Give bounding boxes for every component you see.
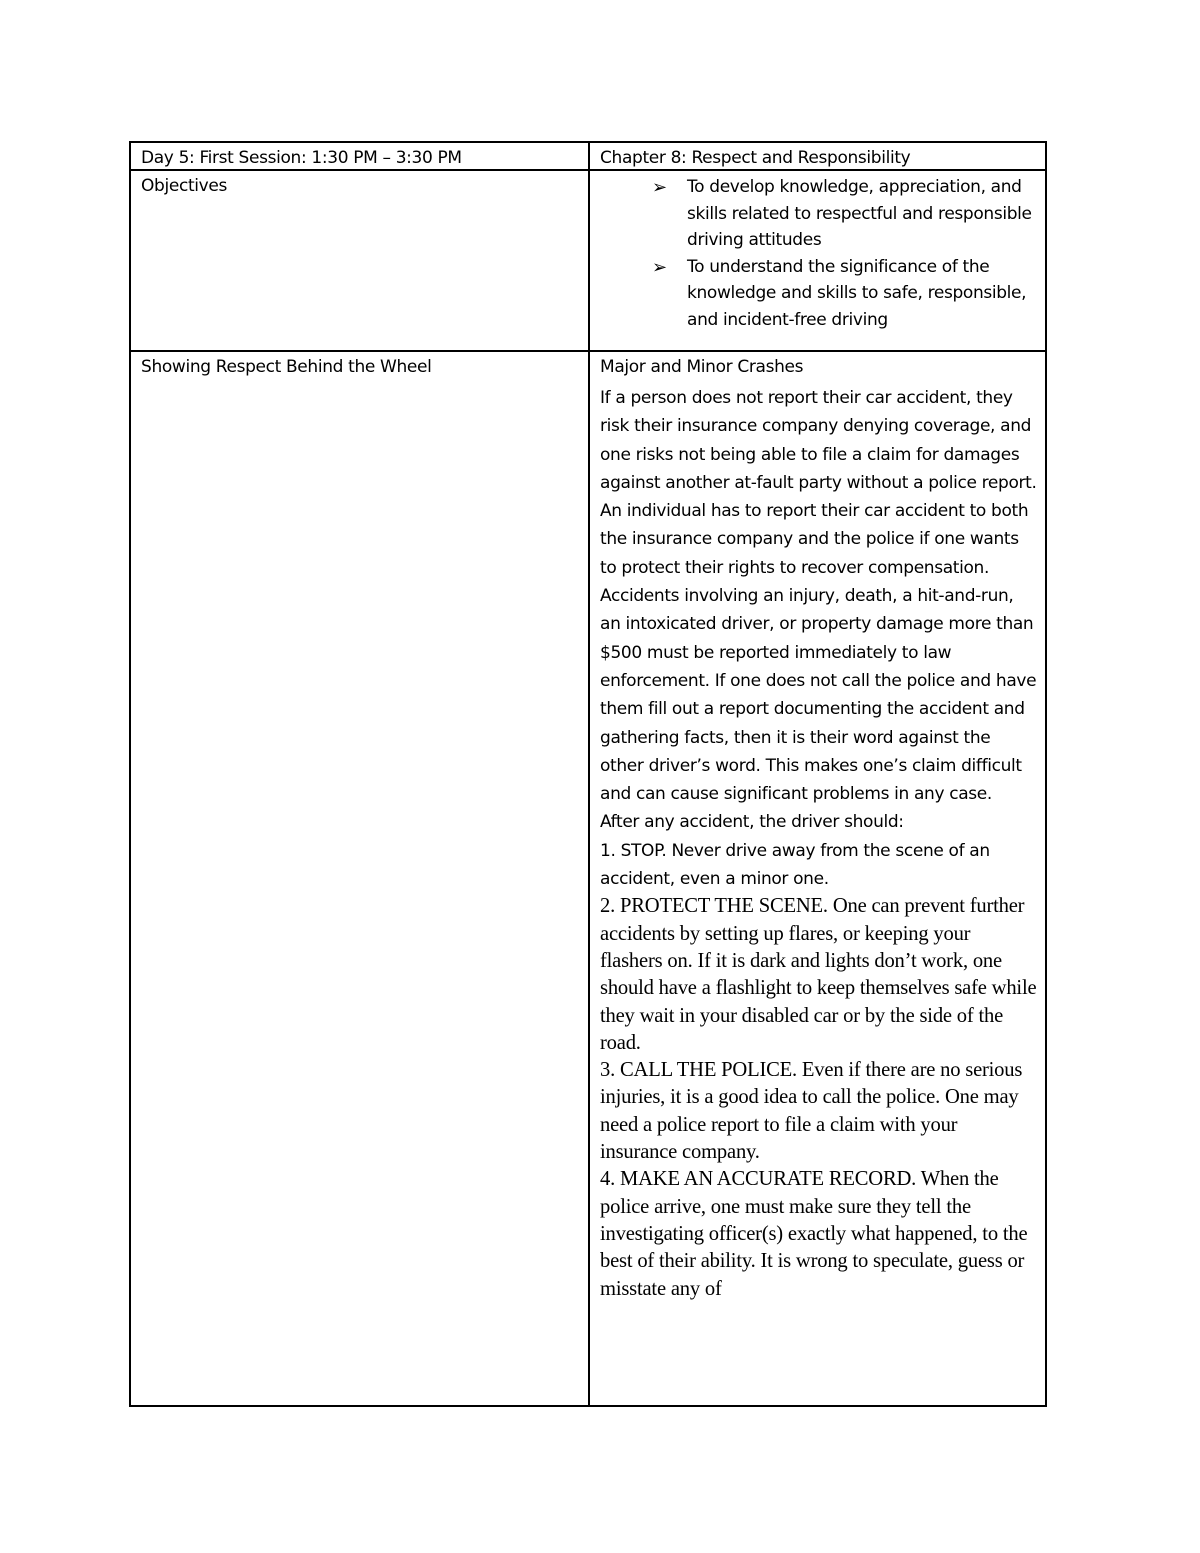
objectives-list-cell [589, 170, 1046, 351]
arrowhead-bullet-icon: ➢ [652, 177, 667, 198]
objectives-list [590, 171, 1045, 333]
objectives-row [130, 170, 1046, 351]
objective-text: To develop knowledge, appreciation, and skills related to respectful and responsible driving attitudes [687, 177, 1032, 250]
body-paragraph: Accidents involving an injury, death, a hit-and-run, an intoxicated driver, or property damage more than $500 must be reported immediately to law enforcement. If one does not call the police and have them fill out a report documenting the accident and gathering facts, then it is their word against the other driver’s word. This makes one’s claim difficult and can cause significant problems in any case. [600, 586, 1037, 805]
header-row [130, 142, 1046, 170]
step-paragraph: 3. CALL THE POLICE. Even if there are no serious injuries, it is a good idea to call the police. One may need a police report to file a claim with your insurance company. [600, 1059, 1023, 1164]
objective-text: To understand the significance of the knowledge and skills to safe, responsible, and incident-free driving [687, 256, 1027, 330]
right-content-cell [589, 351, 1046, 1406]
objective-item [590, 174, 1045, 254]
chapter-cell [589, 142, 1046, 170]
left-section-heading: Showing Respect Behind the Wheel [141, 357, 432, 377]
step-paragraph: 2. PROTECT THE SCENE. One can prevent further accidents by setting up flares, or keeping your flashers on. If it is dark and lights don’t work, one should have a flashlight to keep themselves safe while they wait in your disabled car or by the side of the road. [600, 895, 1037, 1054]
objectives-label-cell [130, 170, 589, 351]
session-title: Day 5: First Session: 1:30 PM – 3:30 PM [141, 148, 462, 168]
body-paragraph: After any accident, the driver should: [600, 812, 904, 833]
step-paragraph: 4. MAKE AN ACCURATE RECORD. When the police arrive, one must make sure they tell the investigating officer(s) exactly what happened, to the best of their ability. It is wrong to speculate, guess or misstate any of [600, 1168, 1028, 1300]
objectives-label: Objectives [141, 176, 227, 196]
crashes-heading: Major and Minor Crashes [600, 357, 804, 377]
objective-item [590, 254, 1045, 334]
content-row [130, 351, 1046, 1406]
chapter-title: Chapter 8: Respect and Responsibility [600, 148, 911, 168]
body-paragraph: If a person does not report their car accident, they risk their insurance company denying coverage, and one risks not being able to file a claim for damages against another at-fault party without a police report. An individual has to report their car accident to both the insurance company and the police if one wants to protect their rights to recover compensation. [600, 388, 1037, 578]
session-cell [130, 142, 589, 170]
left-content-cell [130, 351, 589, 1406]
lesson-plan-table [129, 141, 1047, 1407]
step-paragraph: 1. STOP. Never drive away from the scene of an accident, even a minor one. [600, 840, 990, 890]
arrowhead-bullet-icon: ➢ [652, 256, 667, 278]
